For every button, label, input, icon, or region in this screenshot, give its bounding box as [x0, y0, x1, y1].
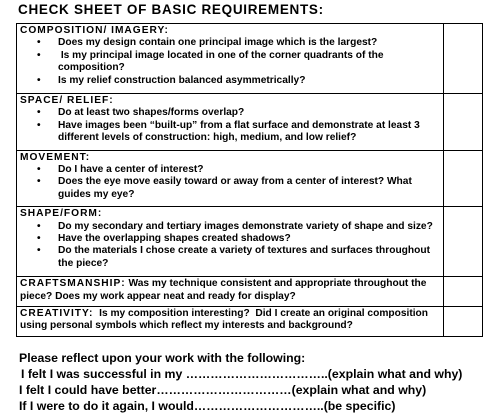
question-list: [20, 107, 439, 144]
category-label: MOVEMENT:: [20, 151, 91, 163]
check-box[interactable]: [444, 24, 483, 94]
section-row-composition: [17, 24, 483, 94]
category-label: CREATIVITY:: [20, 308, 94, 320]
question-item: • Have the overlapping shapes created shadows?: [58, 233, 439, 245]
question-list: [20, 164, 439, 201]
check-box[interactable]: [444, 207, 483, 277]
question-item: • Do the materials I chose create a variety of textures and surfaces throughout the piece?: [58, 245, 439, 270]
check-box[interactable]: [444, 277, 483, 307]
question-item: • Do I have a center of interest?: [58, 164, 439, 176]
category-label: COMPOSITION/ IMAGERY:: [20, 25, 169, 36]
section-content: [17, 24, 444, 94]
category-label: CRAFTSMANSHIP:: [20, 278, 126, 290]
page-title: CHECK SHEET OF BASIC REQUIREMENTS:: [18, 2, 324, 17]
question-item: • Does my design contain one principal image which is the largest?: [58, 37, 439, 49]
question-item: • Does the eye move easily toward or away from a center of interest? What guides my eye?: [58, 176, 439, 201]
reflection-block: [19, 350, 462, 414]
category-label: SPACE/ RELIEF:: [20, 94, 114, 106]
check-box[interactable]: [444, 307, 483, 337]
question-item: • Is my principal image located in one of the corner quadrants of the composition?: [58, 50, 439, 75]
section-content: [17, 207, 444, 277]
section-row-creativity: [17, 307, 483, 337]
question-item: • Have images been “built-up” from a flat surface and demonstrate at least 3 different levels of construction: high, medium, and low relief?: [58, 120, 439, 145]
section-text: Was my technique consistent and appropriate throughout the piece? Does my work appear neat and ready for display?: [20, 278, 430, 302]
section-row-movement: [17, 150, 483, 207]
question-item: • Is my relief construction balanced asymmetrically?: [58, 75, 439, 87]
reflection-line: I felt I could have better……………………………(explain what and why): [19, 383, 427, 397]
checklist-table: [16, 23, 483, 337]
section-row-shape-form: [17, 207, 483, 277]
section-row-space-relief: [17, 93, 483, 150]
reflection-line: I felt I was successful in my ……………………………..(explain what and why): [21, 367, 463, 381]
question-item: • Do my secondary and tertiary images demonstrate variety of shape and size?: [58, 221, 439, 233]
question-list: [20, 37, 439, 87]
section-content: [17, 307, 444, 337]
section-text: Is my composition interesting? Did I create an original composition using personal symbols which reflect my interests and background?: [20, 308, 431, 332]
category-label: SHAPE/FORM:: [20, 208, 103, 220]
question-item: • Do at least two shapes/forms overlap?: [58, 107, 439, 119]
check-box[interactable]: [444, 150, 483, 207]
section-row-craftsmanship: [17, 277, 483, 307]
check-box[interactable]: [444, 93, 483, 150]
reflection-heading: Please reflect upon your work with the following:: [19, 351, 306, 365]
section-content: [17, 277, 444, 307]
reflection-line: If I were to do it again, I would…………………………..(be specific): [19, 399, 396, 413]
section-content: [17, 150, 444, 207]
section-content: [17, 93, 444, 150]
question-list: [20, 221, 439, 271]
